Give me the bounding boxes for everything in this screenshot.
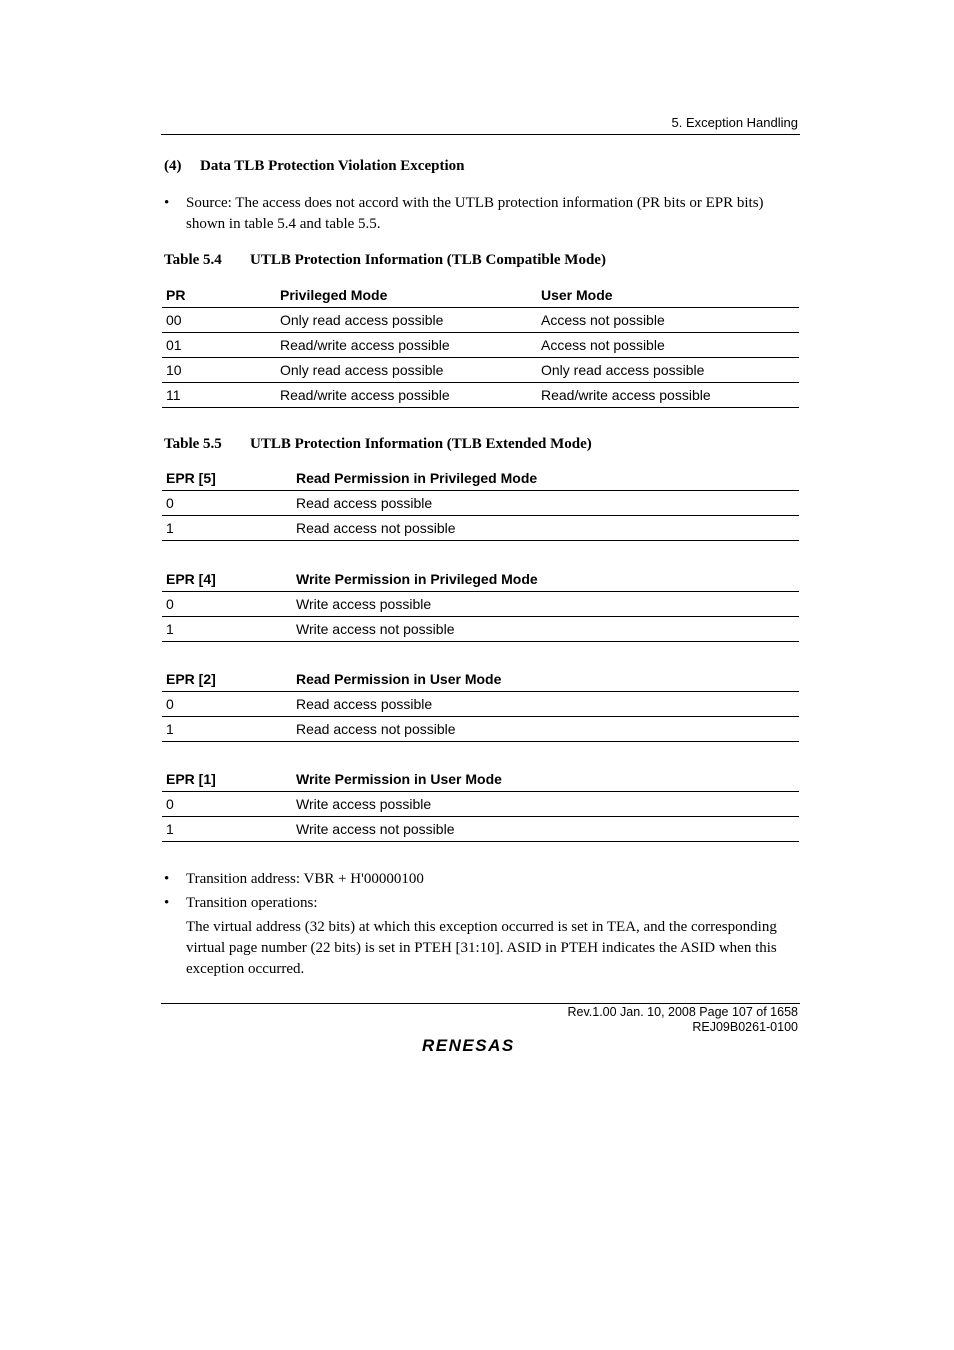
footer-rule (161, 1003, 800, 1004)
table-row (162, 792, 799, 817)
table-cell: 0 (162, 792, 292, 817)
table-5-5-number: Table 5.5 (164, 436, 222, 452)
table-cell: Write access possible (292, 792, 799, 817)
table-cell: 1 (162, 717, 292, 742)
column-header: Write Permission in User Mode (292, 767, 799, 792)
table-cell: 1 (162, 516, 292, 541)
table-cell: Read access not possible (292, 516, 799, 541)
column-header: Read Permission in Privileged Mode (292, 466, 799, 491)
transition-operations-label: Transition operations: (186, 895, 318, 911)
table-5-5-title: UTLB Protection Information (TLB Extended Mode) (250, 436, 592, 452)
header-rule (161, 134, 800, 135)
column-header: PR (162, 283, 276, 308)
table-cell: 0 (162, 592, 292, 617)
footer-document-number: REJ09B0261-0100 (692, 1020, 798, 1034)
table-row (162, 516, 799, 541)
section-number: (4) (164, 158, 182, 174)
table-5-5-epr1 (162, 767, 799, 842)
table-cell: 11 (162, 383, 276, 408)
transition-address-text: Transition address: VBR + H'00000100 (186, 871, 424, 887)
table-row (162, 717, 799, 742)
table-cell: 0 (162, 491, 292, 516)
table-row (162, 817, 799, 842)
table-cell: Access not possible (537, 308, 799, 333)
table-cell: Write access not possible (292, 617, 799, 642)
table-cell: 1 (162, 817, 292, 842)
table-5-4-title: UTLB Protection Information (TLB Compatible Mode) (250, 252, 606, 268)
table-header-row (162, 667, 799, 692)
column-header: EPR [4] (162, 567, 292, 592)
column-header: User Mode (537, 283, 799, 308)
table-5-5-epr4 (162, 567, 799, 642)
renesas-logo (422, 1032, 542, 1056)
bullet-icon: • (164, 895, 170, 911)
source-text: Source: The access does not accord with the UTLB protection information (PR bits or EPR bits) shown in table 5.4 and table 5.5. (186, 195, 764, 232)
footer-revision: Rev.1.00 Jan. 10, 2008 Page 107 of 1658 (567, 1005, 798, 1019)
table-5-5-epr2 (162, 667, 799, 742)
column-header: Read Permission in User Mode (292, 667, 799, 692)
column-header: Write Permission in Privileged Mode (292, 567, 799, 592)
table-cell: Only read access possible (276, 358, 537, 383)
section-heading (164, 158, 464, 175)
table-5-5-epr5 (162, 466, 799, 541)
table-cell: 1 (162, 617, 292, 642)
column-header: EPR [5] (162, 466, 292, 491)
table-5-4-caption (164, 252, 606, 269)
table-row (162, 617, 799, 642)
table-header-row (162, 567, 799, 592)
table-row (162, 383, 799, 408)
table-cell: Read access possible (292, 491, 799, 516)
section-title: Data TLB Protection Violation Exception (200, 158, 465, 174)
bullet-icon: • (164, 871, 170, 887)
table-header-row (162, 283, 799, 308)
transition-operations-text: The virtual address (32 bits) at which this exception occurred is set in TEA, and the corresponding virtual page number (22 bits) is set in PTEH [31:10]. ASID in PTEH indicates the ASID when this exception occurred. (186, 919, 777, 977)
column-header: Privileged Mode (276, 283, 537, 308)
table-row (162, 308, 799, 333)
table-cell: Write access possible (292, 592, 799, 617)
table-cell: Read access possible (292, 692, 799, 717)
table-row (162, 333, 799, 358)
table-cell: Read/write access possible (276, 383, 537, 408)
running-header: 5. Exception Handling (671, 115, 798, 130)
table-cell: 01 (162, 333, 276, 358)
table-cell: Write access not possible (292, 817, 799, 842)
table-cell: 10 (162, 358, 276, 383)
table-cell: Read/write access possible (276, 333, 537, 358)
table-row (162, 592, 799, 617)
table-cell: Read access not possible (292, 717, 799, 742)
table-cell: 00 (162, 308, 276, 333)
renesas-logo-text: RENESAS (422, 1036, 515, 1055)
table-header-row (162, 767, 799, 792)
table-cell: Read/write access possible (537, 383, 799, 408)
column-header: EPR [2] (162, 667, 292, 692)
table-row (162, 692, 799, 717)
column-header: EPR [1] (162, 767, 292, 792)
table-5-5-caption (164, 436, 592, 453)
table-cell: Only read access possible (537, 358, 799, 383)
table-row (162, 358, 799, 383)
table-5-4-number: Table 5.4 (164, 252, 222, 268)
table-cell: 0 (162, 692, 292, 717)
bullet-icon: • (164, 195, 170, 211)
table-cell: Access not possible (537, 333, 799, 358)
table-5-4 (162, 283, 799, 408)
table-cell: Only read access possible (276, 308, 537, 333)
table-header-row (162, 466, 799, 491)
table-row (162, 491, 799, 516)
